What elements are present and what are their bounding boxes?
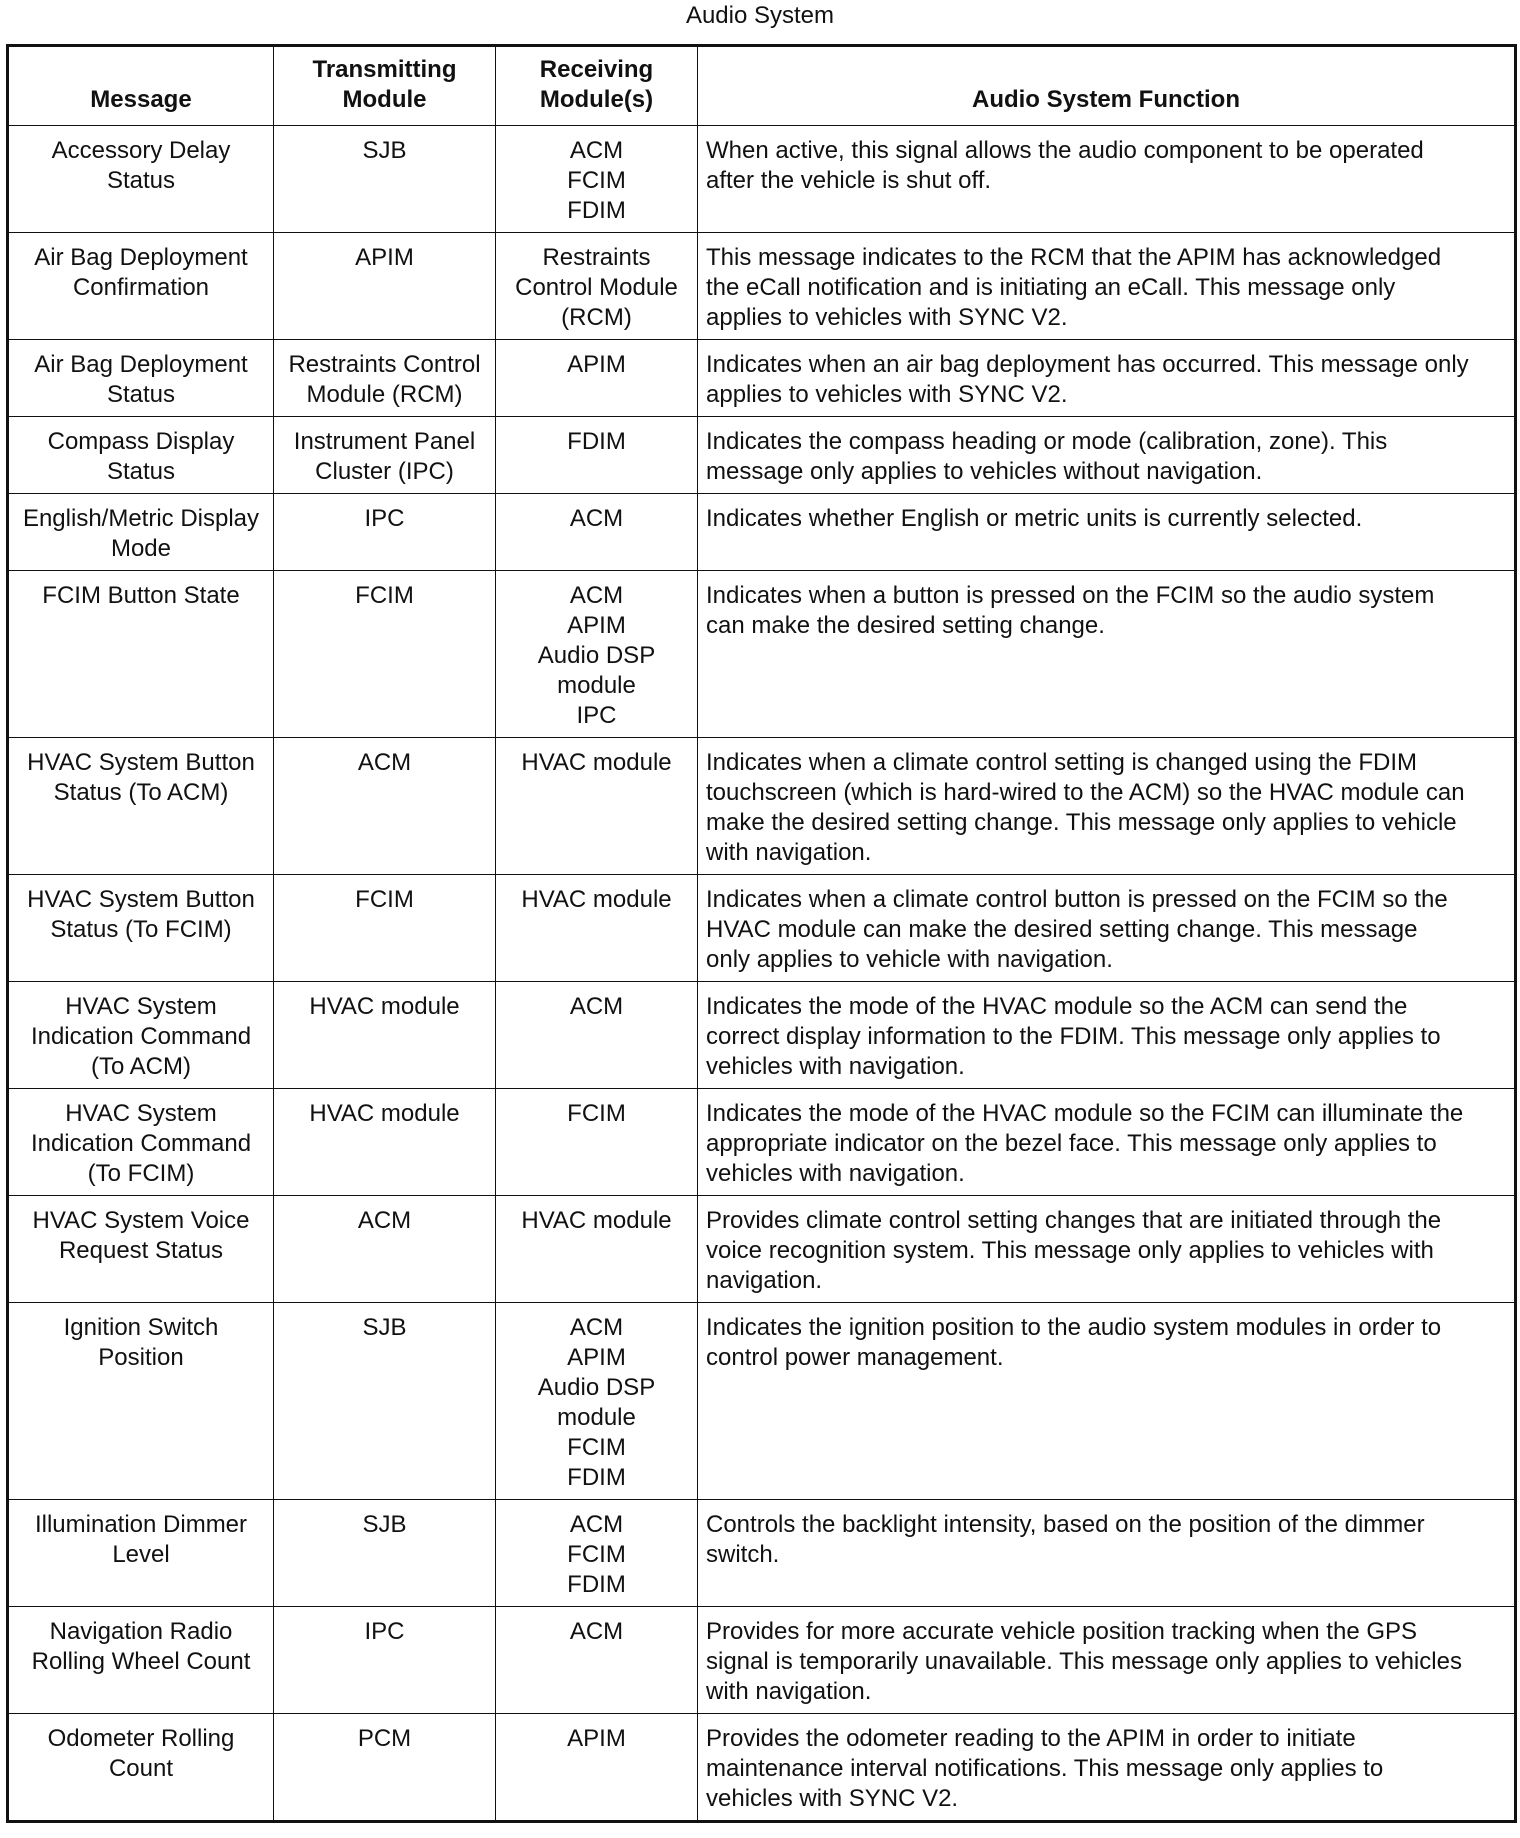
function-cell [698,1303,1516,1500]
cell-line: When active, this signal allows the audio component to be operated [706,137,1424,164]
cell-line: Status [106,458,176,485]
cell-line: control power management. [706,1344,1004,1371]
transmitting-module-cell [274,417,496,494]
cell-line: Audio DSP [537,1374,656,1401]
cell-line: ACM [569,137,624,164]
cell-line: Module (RCM) [306,381,463,408]
cell-line: applies to vehicles with SYNC V2. [706,304,1068,331]
cell-line: Compass Display [47,428,235,455]
message-cell [8,1500,274,1607]
cell-line: HVAC module can make the desired setting change. This message [706,916,1418,943]
cell-line: Indicates when a button is pressed on the FCIM so the audio system [706,582,1435,609]
cell-line: Status [106,167,176,194]
cell-line: This message indicates to the RCM that the APIM has acknowledged [706,244,1442,271]
message-table [6,44,1517,1823]
cell-line: Mode [110,535,172,562]
cell-line: ACM [357,1207,412,1234]
header-receiving-modules [496,46,698,126]
header-transmitting-line: Module [342,86,427,113]
cell-line: FDIM [567,1571,626,1598]
cell-line: Air Bag Deployment [34,244,248,271]
cell-line: Indicates the mode of the HVAC module so the FCIM can illuminate the [706,1100,1464,1127]
cell-line: ACM [357,749,412,776]
function-cell [698,1089,1516,1196]
cell-line: Status (To FCIM) [50,916,232,943]
cell-line: with navigation. [706,1678,872,1705]
cell-line: (RCM) [561,304,632,331]
cell-line: Indicates whether English or metric units is currently selected. [706,505,1363,532]
cell-line: HVAC System Button [27,749,255,776]
cell-line: voice recognition system. This message only applies to vehicles with [706,1237,1434,1264]
cell-line: Odometer Rolling [47,1725,235,1752]
message-cell [8,1089,274,1196]
transmitting-module-cell [274,494,496,571]
cell-line: FCIM Button State [42,582,240,609]
transmitting-module-cell [274,233,496,340]
transmitting-module-cell [274,126,496,233]
transmitting-module-cell [274,1089,496,1196]
cell-line: Controls the backlight intensity, based on the position of the dimmer [706,1511,1425,1538]
cell-line: FDIM [567,1464,626,1491]
receiving-modules-cell [496,982,698,1089]
message-cell [8,1714,274,1822]
cell-line: Status (To ACM) [53,779,229,806]
transmitting-module-cell [274,1196,496,1303]
table-row [8,738,1516,875]
receiving-modules-cell [496,1500,698,1607]
cell-line: SJB [362,1511,407,1538]
page-title: Audio System [685,2,835,29]
receiving-modules-cell [496,233,698,340]
cell-line: HVAC module [521,886,672,913]
cell-line: module [557,672,636,699]
function-cell [698,1714,1516,1822]
receiving-modules-cell [496,340,698,417]
cell-line: FCIM [567,1541,626,1568]
cell-line: HVAC module [309,993,460,1020]
cell-line: vehicles with SYNC V2. [706,1785,959,1812]
cell-line: Indication Command [30,1130,252,1157]
function-cell [698,233,1516,340]
cell-line: correct display information to the FDIM. This message only applies to [706,1023,1441,1050]
receiving-modules-cell [496,1714,698,1822]
cell-line: switch. [706,1541,780,1568]
cell-line: FCIM [567,1434,626,1461]
transmitting-module-cell [274,1303,496,1500]
cell-line: ACM [569,505,624,532]
message-cell [8,875,274,982]
function-cell [698,1196,1516,1303]
cell-line: vehicles with navigation. [706,1053,965,1080]
cell-line: vehicles with navigation. [706,1160,965,1187]
cell-line: Indicates the mode of the HVAC module so the ACM can send the [706,993,1408,1020]
message-cell [8,494,274,571]
table-row [8,571,1516,738]
cell-line: Ignition Switch [63,1314,219,1341]
cell-line: navigation. [706,1267,823,1294]
cell-line: FCIM [355,886,414,913]
cell-line: can make the desired setting change. [706,612,1105,639]
cell-line: HVAC module [521,1207,672,1234]
transmitting-module-cell [274,738,496,875]
cell-line: FCIM [567,1100,626,1127]
cell-line: ACM [569,582,624,609]
table-row [8,340,1516,417]
cell-line: FDIM [567,428,626,455]
cell-line: PCM [357,1725,412,1752]
function-cell [698,738,1516,875]
receiving-modules-cell [496,126,698,233]
cell-line: (To ACM) [90,1053,191,1080]
table-row [8,1303,1516,1500]
transmitting-module-cell [274,982,496,1089]
receiving-modules-cell [496,1196,698,1303]
message-cell [8,417,274,494]
cell-line: APIM [355,244,414,271]
function-cell [698,1607,1516,1714]
cell-line: IPC [364,505,405,532]
receiving-modules-cell [496,875,698,982]
cell-line: Air Bag Deployment [34,351,248,378]
cell-line: HVAC System Voice [32,1207,250,1234]
cell-line: Illumination Dimmer [34,1511,248,1538]
table-row [8,417,1516,494]
receiving-modules-cell [496,417,698,494]
cell-line: appropriate indicator on the bezel face. This message only applies to [706,1130,1437,1157]
cell-line: Request Status [58,1237,224,1264]
cell-line: HVAC module [521,749,672,776]
transmitting-module-cell [274,1714,496,1822]
transmitting-module-cell [274,1500,496,1607]
cell-line: Provides the odometer reading to the APIM in order to initiate [706,1725,1356,1752]
function-cell [698,875,1516,982]
cell-line: Status [106,381,176,408]
message-cell [8,126,274,233]
message-cell [8,982,274,1089]
cell-line: Position [98,1344,184,1371]
cell-line: APIM [567,1725,626,1752]
cell-line: Level [112,1541,170,1568]
message-cell [8,233,274,340]
table-body [8,126,1516,1822]
cell-line: Rolling Wheel Count [31,1648,251,1675]
function-cell [698,494,1516,571]
cell-line: HVAC System [65,1100,217,1127]
cell-line: maintenance interval notifications. This message only applies to [706,1755,1384,1782]
cell-line: Accessory Delay [51,137,231,164]
cell-line: English/Metric Display [22,505,260,532]
receiving-modules-cell [496,494,698,571]
cell-line: Navigation Radio [49,1618,233,1645]
cell-line: the eCall notification and is initiating an eCall. This message only [706,274,1396,301]
cell-line: make the desired setting change. This message only applies to vehicle [706,809,1457,836]
function-cell [698,417,1516,494]
header-row [8,46,1516,126]
function-cell [698,982,1516,1089]
transmitting-module-cell [274,340,496,417]
cell-line: signal is temporarily unavailable. This message only applies to vehicles [706,1648,1462,1675]
header-transmitting-module [274,46,496,126]
message-cell [8,1196,274,1303]
cell-line: Restraints Control [288,351,481,378]
receiving-modules-cell [496,1607,698,1714]
cell-line: HVAC System Button [27,886,255,913]
cell-line: HVAC module [309,1100,460,1127]
function-cell [698,1500,1516,1607]
cell-line: after the vehicle is shut off. [706,167,992,194]
header-message: Message [8,46,274,126]
cell-line: HVAC System [65,993,217,1020]
message-cell [8,738,274,875]
receiving-modules-cell [496,1303,698,1500]
function-cell [698,571,1516,738]
receiving-modules-cell [496,571,698,738]
cell-line: ACM [569,1511,624,1538]
cell-line: Provides climate control setting changes that are initiated through the [706,1207,1442,1234]
cell-line: only applies to vehicle with navigation. [706,946,1113,973]
table-row [8,494,1516,571]
cell-line: FDIM [567,197,626,224]
transmitting-module-cell [274,571,496,738]
cell-line: ACM [569,1618,624,1645]
table-row [8,126,1516,233]
cell-line: APIM [567,1344,626,1371]
cell-line: ACM [569,993,624,1020]
cell-line: Restraints [542,244,651,271]
cell-line: touchscreen (which is hard-wired to the ACM) so the HVAC module can [706,779,1465,806]
cell-line: Indication Command [30,1023,252,1050]
function-cell [698,340,1516,417]
cell-line: Instrument Panel [293,428,476,455]
cell-line: IPC [364,1618,405,1645]
cell-line: SJB [362,137,407,164]
cell-line: Provides for more accurate vehicle position tracking when the GPS [706,1618,1418,1645]
cell-line: Confirmation [72,274,210,301]
message-cell [8,1303,274,1500]
table-row [8,1089,1516,1196]
table-row [8,1714,1516,1822]
header-audio-system-function: Audio System Function [698,46,1516,126]
cell-line: Control Module [515,274,678,301]
table-row [8,1500,1516,1607]
table-row [8,1607,1516,1714]
transmitting-module-cell [274,875,496,982]
table-row [8,1196,1516,1303]
header-receiving-line: Receiving [539,56,654,83]
message-cell [8,1607,274,1714]
header-transmitting-line: Transmitting [312,56,457,83]
message-cell [8,340,274,417]
cell-line: IPC [576,702,617,729]
cell-line: Audio DSP [537,642,656,669]
cell-line: Indicates the ignition position to the audio system modules in order to [706,1314,1442,1341]
receiving-modules-cell [496,738,698,875]
cell-line: Indicates when a climate control button is pressed on the FCIM so the [706,886,1448,913]
cell-line: with navigation. [706,839,872,866]
cell-line: Cluster (IPC) [315,458,454,485]
table-row [8,875,1516,982]
receiving-modules-cell [496,1089,698,1196]
cell-line: FCIM [567,167,626,194]
cell-line: ACM [569,1314,624,1341]
cell-line: FCIM [355,582,414,609]
cell-line: applies to vehicles with SYNC V2. [706,381,1068,408]
cell-line: APIM [567,612,626,639]
cell-line: Indicates the compass heading or mode (calibration, zone). This [706,428,1388,455]
cell-line: (To FCIM) [87,1160,195,1187]
header-receiving-line: Module(s) [539,86,654,113]
table-row [8,982,1516,1089]
cell-line: SJB [362,1314,407,1341]
cell-line: message only applies to vehicles without navigation. [706,458,1263,485]
transmitting-module-cell [274,1607,496,1714]
cell-line: APIM [567,351,626,378]
cell-line: Indicates when a climate control setting is changed using the FDIM [706,749,1418,776]
cell-line: Count [108,1755,174,1782]
table-row [8,233,1516,340]
message-cell [8,571,274,738]
cell-line: Indicates when an air bag deployment has occurred. This message only [706,351,1469,378]
function-cell [698,126,1516,233]
cell-line: module [557,1404,636,1431]
